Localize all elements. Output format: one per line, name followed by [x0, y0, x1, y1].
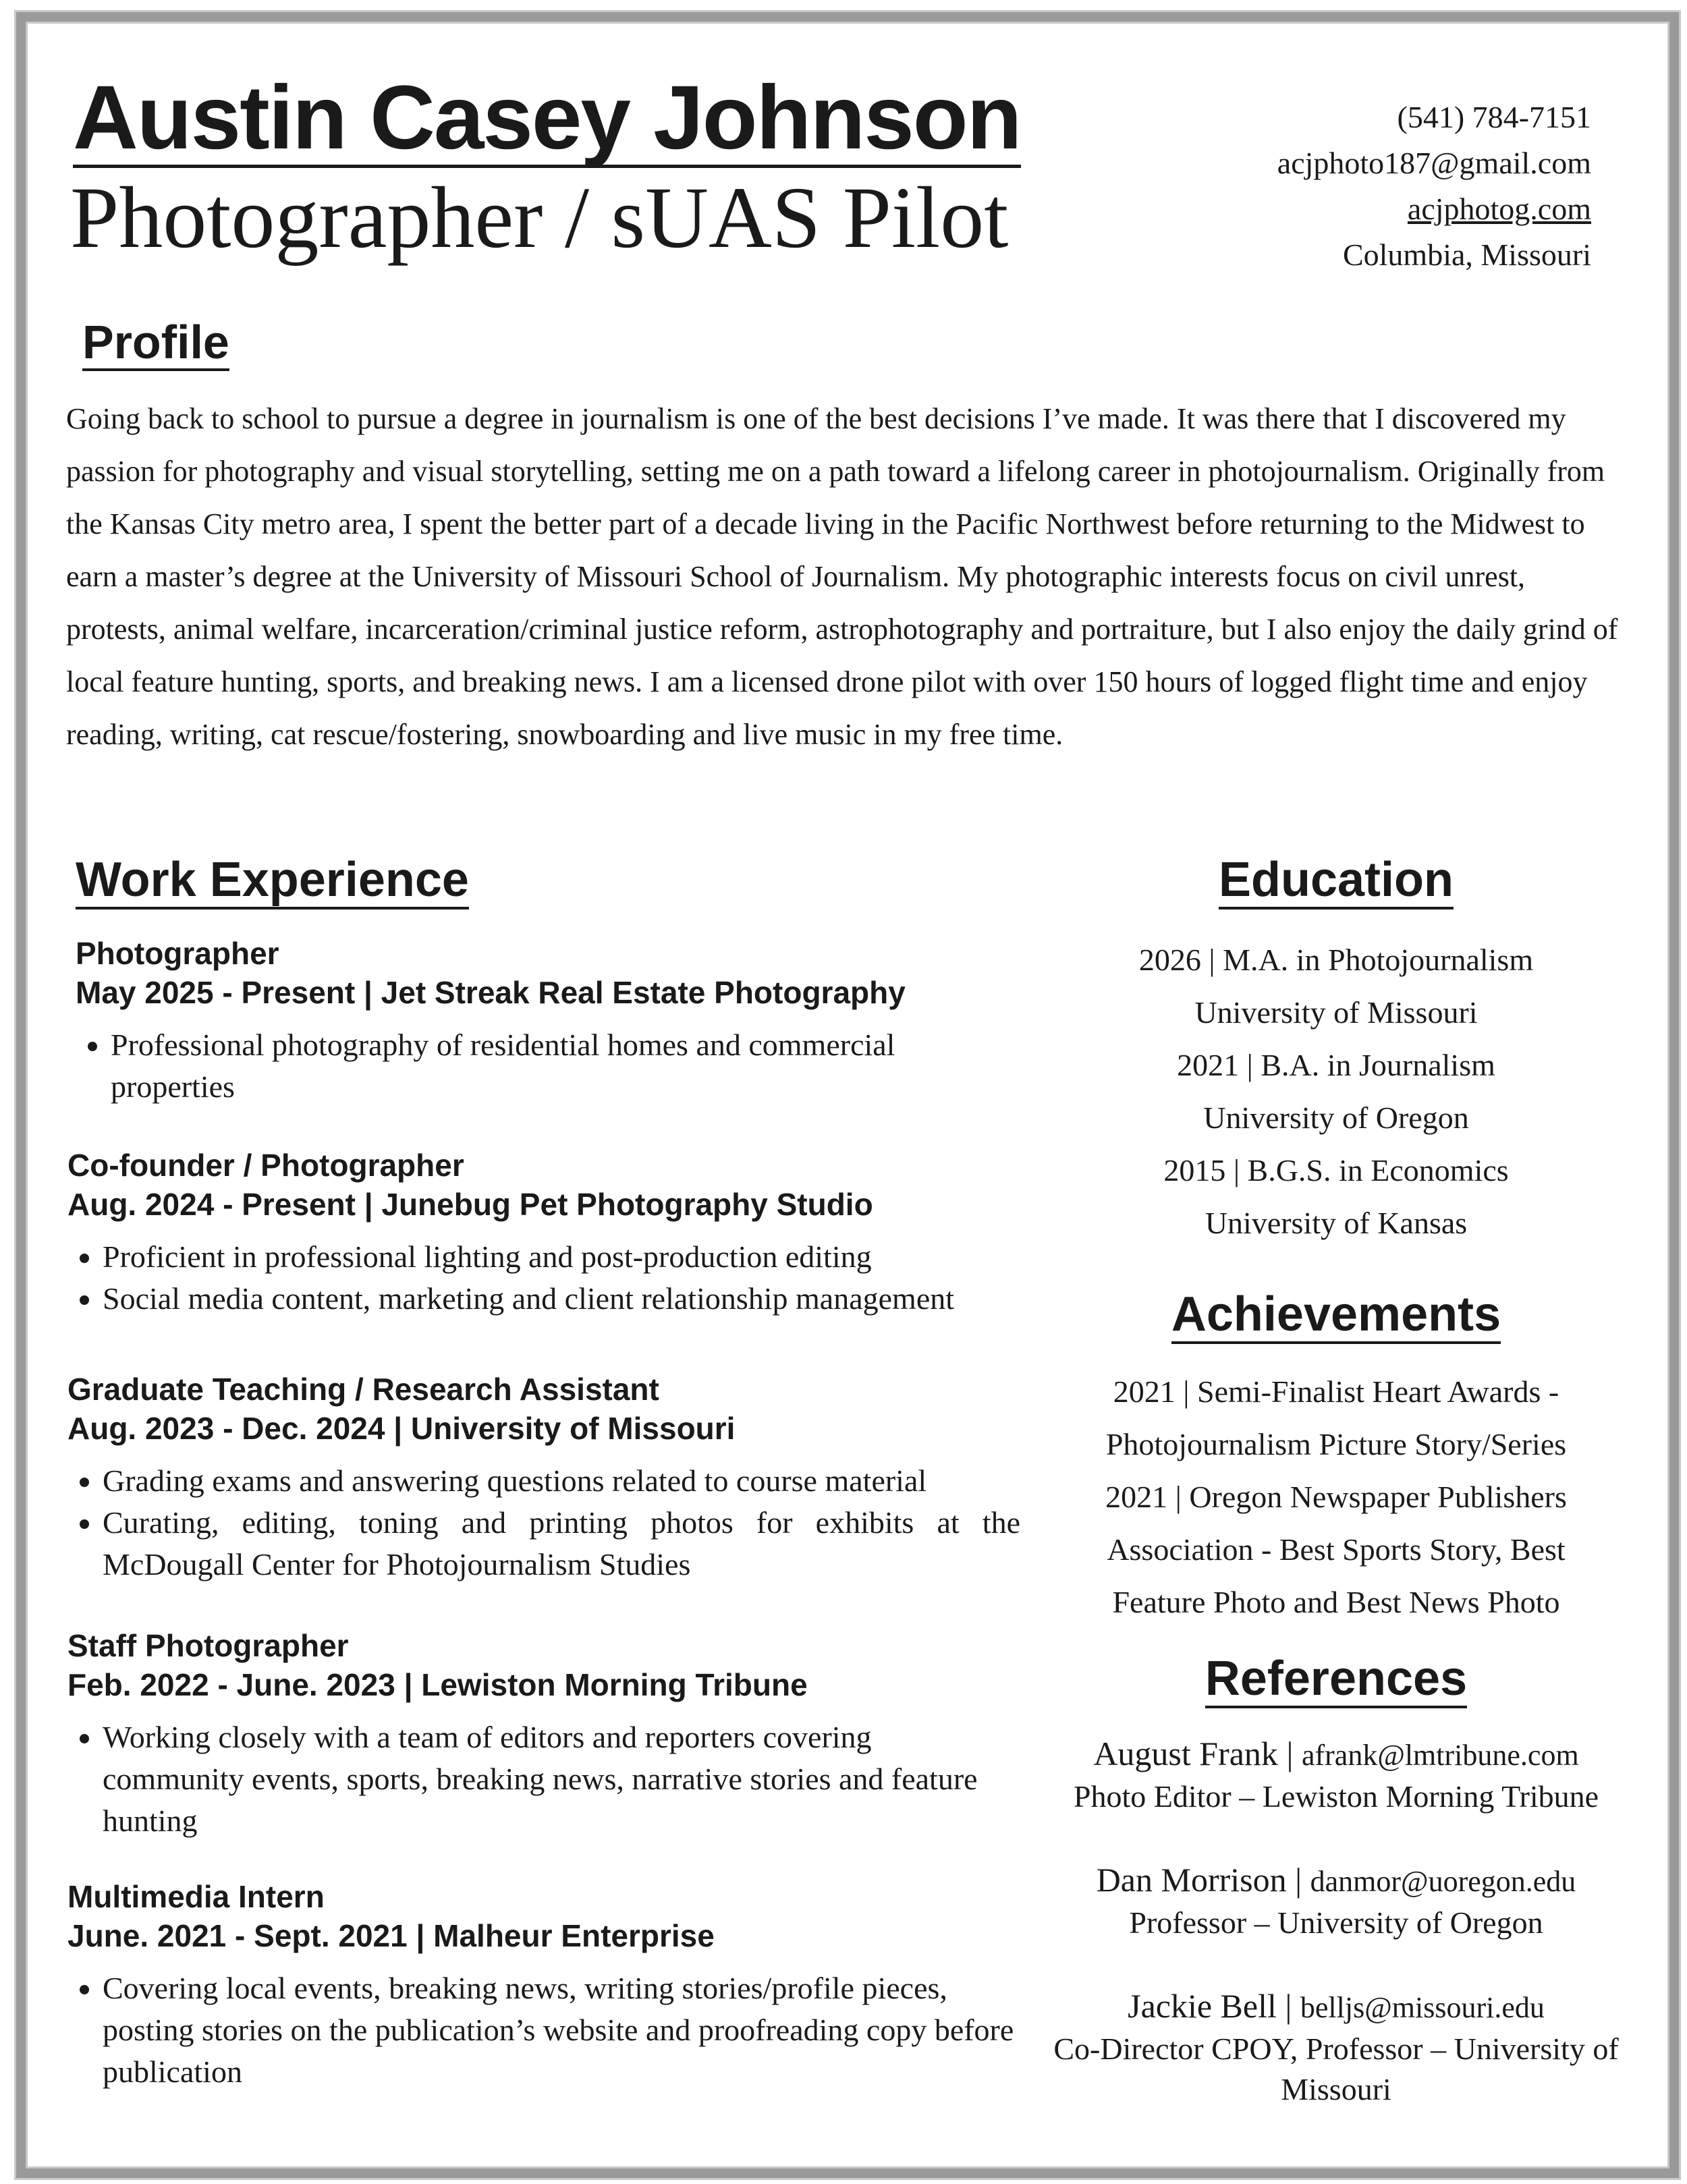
reference-email[interactable]: afrank@lmtribune.com [1301, 1739, 1579, 1772]
achievement-line: 2021 | Oregon Newspaper Publishers [1105, 1480, 1567, 1514]
resume-name: Austin Casey Johnson [73, 67, 1021, 168]
education-heading: Education [1219, 856, 1454, 909]
reference-role: Co-Director CPOY, Professor – University of [1053, 2032, 1619, 2066]
reference-entry [1039, 1859, 1633, 1943]
job-bullets [67, 1460, 1020, 1586]
job-title: Staff Photographer [67, 1628, 349, 1663]
education-line: University of Oregon [1203, 1100, 1469, 1135]
reference-entry [1039, 1985, 1633, 2110]
job-title: Co-founder / Photographer [67, 1148, 464, 1183]
reference-name: Dan Morrison [1096, 1861, 1287, 1899]
job-bullet: • Curating, editing, toning and printing photos for exhibits at the McDougall Center for Photojournalism Studies [103, 1502, 1020, 1586]
job-entry [67, 1146, 1026, 1320]
job-entry [67, 1370, 1019, 1586]
job-title: Photographer [76, 936, 279, 971]
contact-email[interactable]: acjphoto187@gmail.com [1277, 146, 1591, 180]
profile-text: Going back to school to pursue a degree in journalism is one of the best decisions I’ve made. It was there that I discovered my passion for photography and visual storytelling, setting me on a path toward a lifelong career in photojournalism. Originally from the Kansas City metro area, I spent the better part of a decade living in the Pacific Northwest before returning to the Midwest to earn a master’s degree at the University of Missouri School of Journalism. My photographic interests focus on civil unrest, protests, animal welfare, incarceration/criminal justice reform, astrophotography and portraiture, but I also enjoy the daily grind of local feature hunting, sports, and breaking news. I am a licensed drone pilot with over 150 hours of logged flight time and enjoy reading, writing, cat rescue/fostering, snowboarding and live music in my free time. [66, 402, 1618, 751]
job-meta: Aug. 2024 - Present | Junebug Pet Photography Studio [67, 1187, 873, 1222]
reference-name: Jackie Bell [1128, 1987, 1277, 2025]
job-bullets [67, 1716, 980, 1842]
references-heading: References [1205, 1654, 1467, 1708]
job-bullets [67, 1967, 1020, 2093]
reference-name: August Frank [1093, 1735, 1278, 1772]
job-title: Multimedia Intern [67, 1879, 325, 1914]
contact-block [1277, 94, 1591, 278]
reference-email[interactable]: danmor@uoregon.edu [1310, 1865, 1576, 1898]
job-meta: Aug. 2023 - Dec. 2024 | University of Missouri [67, 1411, 736, 1446]
contact-location: Columbia, Missouri [1342, 237, 1591, 272]
job-bullets [67, 1236, 1047, 1320]
job-bullet: • Professional photography of residential homes and commercial properties [111, 1024, 988, 1108]
contact-phone: (541) 784-7151 [1397, 100, 1591, 134]
reference-name-line: Jackie Bell | belljs@missouri.edu [1128, 1987, 1545, 2025]
education-line: University of Kansas [1205, 1206, 1468, 1240]
education-section [1066, 853, 1606, 1250]
reference-role: Photo Editor – Lewiston Morning Tribune [1073, 1779, 1599, 1814]
contact-website[interactable]: acjphotog.com [1407, 192, 1591, 226]
achievements-heading: Achievements [1171, 1290, 1501, 1344]
education-line: University of Missouri [1194, 995, 1478, 1030]
reference-name-line: Dan Morrison | danmor@uoregon.edu [1096, 1861, 1576, 1899]
job-entry [76, 934, 1020, 1108]
job-bullet: • Social media content, marketing and client relationship management [103, 1278, 1047, 1320]
achievement-line: Feature Photo and Best News Photo [1112, 1585, 1560, 1619]
job-bullet: • Working closely with a team of editors and reporters covering community events, sports, breaking news, narrative stories and feature hunting [103, 1716, 980, 1842]
job-bullets [76, 1024, 988, 1108]
job-meta: May 2025 - Present | Jet Streak Real Estate Photography [76, 975, 906, 1010]
reference-entry [1039, 1733, 1633, 1817]
work-heading: Work Experience [76, 856, 469, 909]
education-line: 2015 | B.G.S. in Economics [1163, 1153, 1509, 1187]
achievement-line: Photojournalism Picture Story/Series [1105, 1427, 1567, 1461]
achievement-line: Association - Best Sports Story, Best [1107, 1532, 1566, 1567]
reference-name-line: August Frank | afrank@lmtribune.com [1093, 1735, 1579, 1772]
job-title: Graduate Teaching / Research Assistant [67, 1372, 659, 1407]
profile-heading: Profile [82, 318, 229, 371]
resume-title: Photographer / sUAS Pilot [70, 169, 1009, 267]
reference-role: Professor – University of Oregon [1129, 1905, 1543, 1940]
job-entry [67, 1626, 1026, 1842]
job-bullet: • Covering local events, breaking news, writing stories/profile pieces, posting stories on the publication’s website and proofreading copy before publication [103, 1967, 1020, 2093]
achievement-line: 2021 | Semi-Finalist Heart Awards - [1113, 1374, 1559, 1409]
reference-role-continued: Missouri [1281, 2072, 1391, 2106]
job-bullet: • Proficient in professional lighting and post-production editing [103, 1236, 1047, 1278]
job-meta: June. 2021 - Sept. 2021 | Malheur Enterprise [67, 1918, 715, 1953]
references-section [1039, 1654, 1633, 2110]
reference-email[interactable]: belljs@missouri.edu [1300, 1991, 1545, 2024]
job-bullet: • Grading exams and answering questions related to course material [103, 1460, 1020, 1502]
job-entry [67, 1877, 1026, 2093]
job-meta: Feb. 2022 - June. 2023 | Lewiston Morning Tribune [67, 1667, 808, 1702]
education-line: 2026 | M.A. in Photojournalism [1138, 943, 1534, 977]
achievements-section [1066, 1287, 1606, 1629]
education-line: 2021 | B.A. in Journalism [1177, 1048, 1495, 1082]
